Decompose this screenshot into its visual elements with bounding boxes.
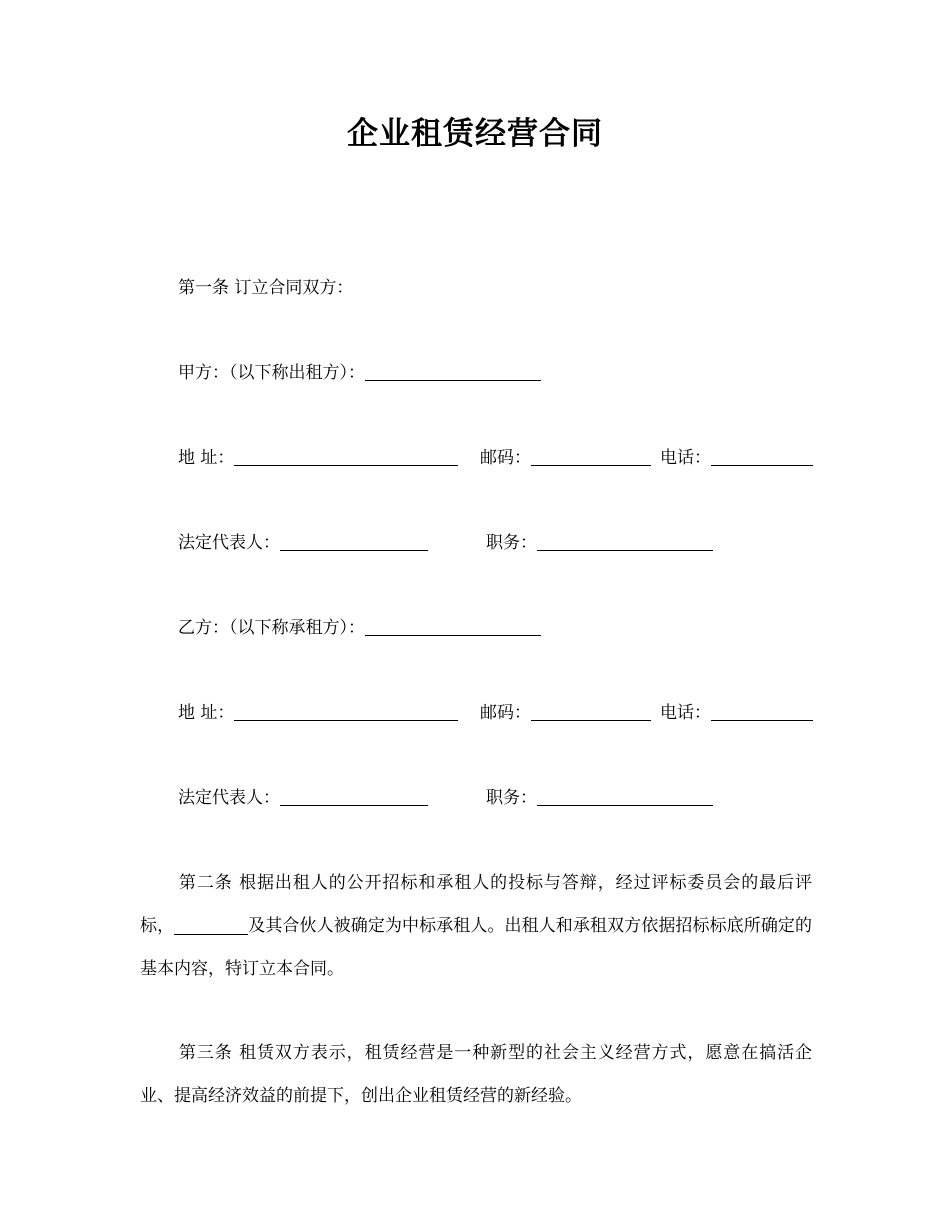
party-b-name-field[interactable] — [365, 617, 541, 636]
party-a-legal-rep-line — [178, 531, 818, 555]
article-2-text-part2: 及其合伙人被确定为中标承租人。出租人和承租双方依据招标标底所确定的基本内容，特订立本合同。 — [140, 916, 812, 979]
winning-lessee-field[interactable] — [174, 916, 248, 935]
party-a-line — [178, 361, 541, 385]
party-a-legal-rep-field[interactable] — [280, 532, 428, 551]
party-a-phone-label: 电话： — [660, 448, 711, 468]
article-3-text: 第三条 租赁双方表示，租赁经营是一种新型的社会主义经营方式，愿意在搞活企业、提高经济效益的前提下，创出企业租赁经营的新经验。 — [140, 1043, 812, 1106]
article-3-paragraph — [140, 1032, 812, 1118]
party-b-legal-rep-label: 法定代表人： — [178, 788, 280, 808]
party-b-label: 乙方：（以下称承租方）： — [178, 618, 365, 638]
party-b-position-label: 职务： — [486, 788, 537, 808]
party-b-address-line — [178, 701, 818, 725]
party-a-label: 甲方：（以下称出租方）： — [178, 363, 365, 383]
party-b-address-field[interactable] — [234, 702, 458, 721]
party-b-postcode-field[interactable] — [531, 702, 651, 721]
party-a-address-field[interactable] — [234, 447, 458, 466]
article-2-text-part1: 第二条 根据出租人的公开招标和承租人的投标与答辩，经过评标委员会的最后评标， — [140, 873, 812, 936]
party-a-phone-field[interactable] — [711, 447, 813, 466]
party-b-address-label: 地 址： — [178, 703, 235, 723]
party-a-legal-rep-label: 法定代表人： — [178, 533, 280, 553]
party-a-name-field[interactable] — [365, 362, 541, 381]
party-a-postcode-field[interactable] — [531, 447, 651, 466]
party-a-position-label: 职务： — [486, 533, 537, 553]
party-b-legal-rep-field[interactable] — [280, 787, 428, 806]
party-b-line — [178, 616, 541, 640]
party-a-postcode-label: 邮码： — [480, 448, 531, 468]
article-1-heading: 第一条 订立合同双方： — [178, 278, 354, 298]
party-a-address-line — [178, 446, 818, 470]
party-b-phone-label: 电话： — [660, 703, 711, 723]
party-b-postcode-label: 邮码： — [480, 703, 531, 723]
article-2-paragraph — [140, 862, 812, 991]
party-a-address-label: 地 址： — [178, 448, 235, 468]
party-b-legal-rep-line — [178, 786, 818, 810]
document-title: 企业租赁经营合同 — [347, 116, 603, 152]
party-a-position-field[interactable] — [537, 532, 713, 551]
party-b-position-field[interactable] — [537, 787, 713, 806]
party-b-phone-field[interactable] — [711, 702, 813, 721]
